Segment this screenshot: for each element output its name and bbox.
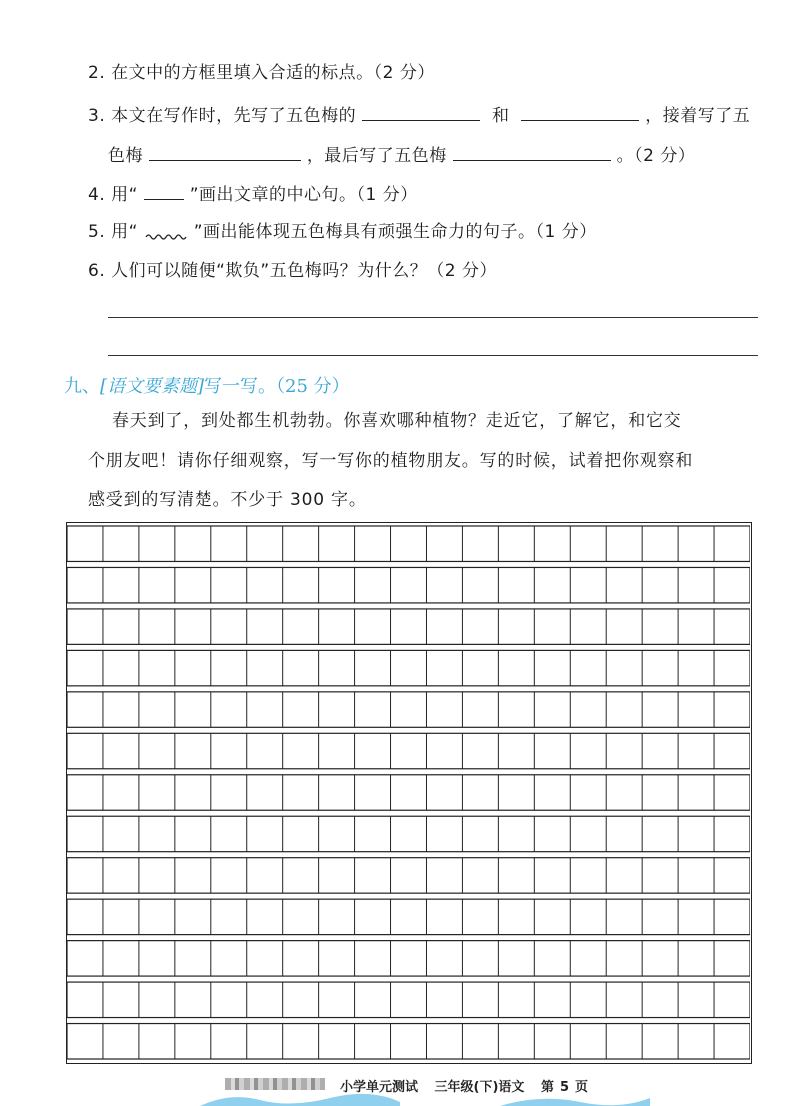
question-5-text-b: ”画出能体现五色梅具有顽强生命力的句子。（1 分） <box>193 222 597 242</box>
question-4 <box>88 181 418 207</box>
grid-row-border <box>67 941 750 976</box>
grid-row-border <box>67 692 750 727</box>
question-3-text-c: ，接着写了五 <box>645 106 751 126</box>
grid-row[interactable] <box>67 692 750 727</box>
footer-text <box>340 1076 600 1095</box>
footer-page-suffix: 页 <box>575 1080 589 1095</box>
grid-row-border <box>67 899 750 934</box>
grid-row-border <box>67 733 750 768</box>
grid-svg <box>67 523 750 1062</box>
grid-row[interactable] <box>67 609 750 644</box>
grid-row-border <box>67 609 750 644</box>
question-3-text-e: ，最后写了五色梅 <box>306 146 447 166</box>
question-3-cont <box>108 142 695 168</box>
question-5 <box>88 220 597 244</box>
grid-row-border <box>67 567 750 602</box>
question-6-text: 6. 人们可以随便“欺负”五色梅吗？为什么？（2 分） <box>88 261 497 281</box>
grid-row-border <box>67 650 750 685</box>
wavy-line-icon <box>144 221 188 241</box>
answer-line-2[interactable] <box>108 355 758 356</box>
prompt-line-3: 感受到的写清楚。不少于 300 字。 <box>88 490 367 510</box>
prompt-line-1: 春天到了，到处都生机勃勃。你喜欢哪种植物？走近它，了解它，和它交 <box>112 411 682 431</box>
question-3-text-f: 。（2 分） <box>616 146 696 166</box>
question-3-text-d: 色梅 <box>108 146 143 166</box>
question-2-text: 2. 在文中的方框里填入合适的标点。（2 分） <box>88 63 435 83</box>
grid-row[interactable] <box>67 858 750 893</box>
wavy-underline-mark <box>144 221 188 241</box>
footer-book-name: 小学单元测试 <box>340 1080 419 1095</box>
answer-blank-3b[interactable] <box>521 102 639 121</box>
grid-row-border <box>67 526 750 561</box>
question-5-text-a: 5. 用“ <box>88 222 138 242</box>
answer-blank-3c[interactable] <box>149 142 301 161</box>
section-tag: [语文要素题] <box>100 376 205 397</box>
straight-underline-mark <box>144 181 184 200</box>
grid-row[interactable] <box>67 1024 750 1059</box>
grid-row-border <box>67 982 750 1017</box>
question-4-text-b: ”画出文章的中心句。（1 分） <box>189 185 418 205</box>
section-heading: 写一写。（25 分） <box>204 376 350 397</box>
grid-row-border <box>67 775 750 810</box>
grid-row[interactable] <box>67 816 750 851</box>
writing-grid[interactable] <box>66 522 752 1064</box>
question-3 <box>88 102 750 128</box>
grid-row-border <box>67 1024 750 1059</box>
footer-page-prefix: 第 <box>540 1080 554 1095</box>
question-3-text-a: 3. 本文在写作时，先写了五色梅的 <box>88 106 357 126</box>
answer-blank-3a[interactable] <box>362 102 480 121</box>
page-number: 5 <box>559 1080 570 1095</box>
blurred-code <box>225 1078 325 1090</box>
grid-row[interactable] <box>67 733 750 768</box>
grid-row[interactable] <box>67 526 750 561</box>
section-9-title <box>64 372 350 398</box>
grid-row[interactable] <box>67 982 750 1017</box>
page-footer <box>0 1066 797 1106</box>
question-3-text-b: 和 <box>491 106 510 126</box>
question-2 <box>88 61 435 85</box>
grid-row[interactable] <box>67 941 750 976</box>
question-6 <box>88 259 497 283</box>
footer-grade: 三年级(下)语文 <box>434 1080 525 1095</box>
grid-row[interactable] <box>67 899 750 934</box>
section-number: 九、 <box>64 376 100 397</box>
grid-row[interactable] <box>67 567 750 602</box>
grid-row-border <box>67 858 750 893</box>
grid-row[interactable] <box>67 775 750 810</box>
grid-row-border <box>67 816 750 851</box>
prompt-line-2: 个朋友吧！请你仔细观察，写一写你的植物朋友。写的时候，试着把你观察和 <box>88 451 694 471</box>
question-4-text-a: 4. 用“ <box>88 185 138 205</box>
answer-blank-3d[interactable] <box>453 142 611 161</box>
grid-row[interactable] <box>67 650 750 685</box>
answer-line-1[interactable] <box>108 317 758 318</box>
